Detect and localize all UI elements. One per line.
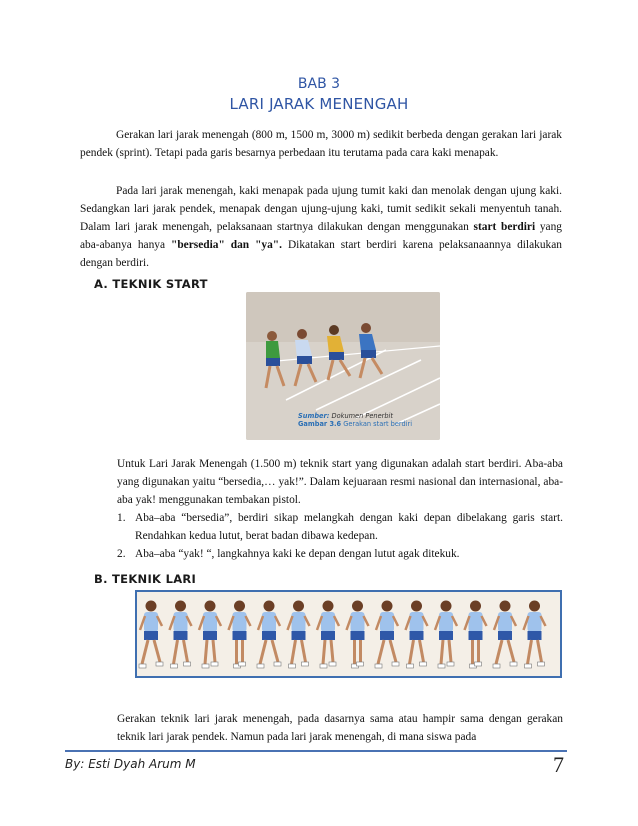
runner-figure (257, 601, 281, 669)
list-item-text: Aba–aba “yak! “, langkahnya kaki ke depan dengan lutut agak ditekuk. (135, 548, 460, 560)
section-b-paragraph: Gerakan teknik lari jarak menengah, pada dasarnya sama atau hampir sama dengan gerakan teknik lari jarak pendek. Namun pada lari jarak menengah, di mana siswa pada (117, 713, 563, 743)
section-a-heading: A. TEKNIK START (94, 277, 208, 291)
standing-start-caption (298, 412, 412, 428)
runner-figure (170, 601, 192, 669)
running-sequence-figure (135, 590, 562, 678)
runner-figure (317, 601, 339, 669)
runner-figure (347, 601, 369, 669)
intro-paragraph-2 (80, 182, 562, 272)
intro-p2-text-c: yang aba-abanya hanya (80, 221, 562, 251)
runner-figure (465, 601, 487, 669)
section-b-heading: B. TEKNIK LARI (94, 572, 197, 586)
runner-figure (199, 601, 221, 669)
section-a-paragraph: Untuk Lari Jarak Menengah (1.500 m) teknik start yang digunakan adalah start berdiri. Aba-aba yang digunakan yaitu “bersedia,… yak!”. Dalam kejuaraan resmi nasional dan internasional, aba-aba yak! menggunakan tembakan pistol. (117, 458, 563, 506)
footer-author: By: Esti Dyah Arum M (65, 757, 196, 771)
figure-source-label: Sumber: (298, 412, 330, 420)
list-item-number: 2. (117, 548, 126, 560)
runner-figure (524, 601, 546, 669)
runner-figure (229, 601, 251, 669)
intro-paragraph-1-text: Gerakan lari jarak menengah (800 m, 1500 m, 3000 m) sedikit berbeda dengan gerakan lari jarak pendek (sprint). Tetapi pada garis besarnya perbedaan itu terutama pada cara kaki menapak. (80, 129, 562, 159)
page-number: 7 (553, 752, 564, 777)
intro-paragraph-1 (80, 126, 562, 162)
intro-p2-bold-commands: "bersedia" dan "ya". (171, 239, 282, 251)
list-item-number: 1. (117, 512, 126, 524)
intro-p2-text-a: Pada lari jarak menengah, kaki menapak pada ujung tumit kaki dan menolak dengan ujung kaki. Sedangkan lari jarak pendek, menapak dengan ujung-ujung kaki, tumit sedikit sekali menyentuh tanah. Dalam lari jarak menengah, pelaksanaan startnya dilakukan dengan menggunakan (80, 185, 562, 233)
runner-figure (139, 601, 163, 669)
runner-figure (288, 601, 310, 669)
list-item (117, 509, 563, 545)
figure-source-text: Dokumen Penerbit (331, 412, 393, 420)
footer-rule (65, 750, 567, 752)
running-sequence-illustration (137, 592, 560, 676)
intro-p2-bold-start: start berdiri (473, 221, 536, 233)
list-item (117, 545, 563, 563)
standing-start-figure (246, 292, 440, 440)
list-item-text: Aba–aba “bersedia”, berdiri sikap melangkah dengan kaki depan dibelakang garis start. Rendahkan kedua lutut, berat badan dibawa kedepan. (135, 512, 563, 542)
runner-figure (493, 601, 517, 669)
intro-p2-text-e: Dikatakan start berdiri karena pelaksanaannya dilakukan dengan berdiri. (80, 239, 562, 269)
chapter-title: LARI JARAK MENENGAH (229, 95, 409, 113)
figure-caption-label: Gambar 3.6 (298, 420, 342, 428)
runner-figure (375, 601, 399, 669)
runner-figure (406, 601, 428, 669)
chapter-number: BAB 3 (297, 76, 341, 92)
figure-caption-text: Gerakan start berdiri (343, 420, 413, 428)
runner-figure (435, 601, 457, 669)
